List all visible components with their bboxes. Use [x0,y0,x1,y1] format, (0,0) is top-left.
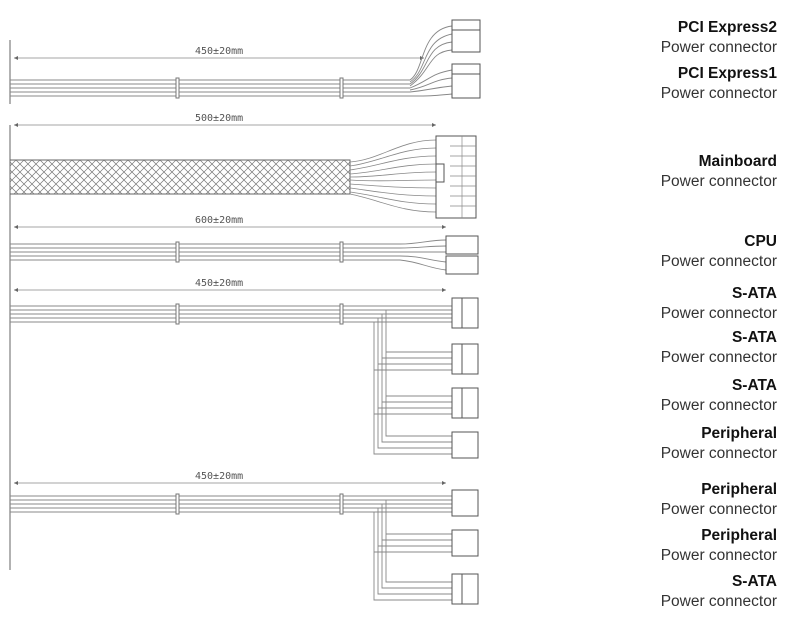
connector-subtitle: Power connector [660,501,777,518]
connector-title: PCI Express1 [677,65,777,82]
sata-connector [452,298,462,328]
cpu-connector [446,256,478,274]
connector-subtitle: Power connector [660,397,777,414]
connector-title: Peripheral [701,481,777,498]
sata-connector [462,298,478,328]
connector-subtitle: Power connector [660,445,777,462]
connector-label [661,424,777,464]
connector-label [661,376,777,416]
peripheral-connector [452,432,478,458]
mainboard-cable [10,113,476,218]
connector-label [661,232,777,272]
pci-express1-connector [452,64,480,74]
connector-label [661,526,777,566]
dimension-label: 500±20mm [195,113,244,124]
connector-label [661,64,777,104]
sata-cable-2 [10,471,478,604]
sata-connector [462,344,478,374]
connector-subtitle: Power connector [660,85,777,102]
connector-title: S-ATA [731,377,777,394]
sata-connector [452,344,462,374]
pci-express2-connector [452,30,480,52]
connector-title: S-ATA [731,285,777,302]
sata-connector [462,574,478,604]
connector-subtitle: Power connector [660,349,777,366]
connector-title: S-ATA [731,573,777,590]
connector-label [661,152,777,192]
connector-title: Peripheral [701,425,777,442]
connector-subtitle: Power connector [660,253,777,270]
sata-cable-1 [10,278,478,458]
dimension-label: 450±20mm [195,278,244,289]
connector-label [661,284,777,324]
peripheral-connector [452,530,478,556]
connector-subtitle: Power connector [660,39,777,56]
peripheral-connector [452,490,478,516]
connector-title: Mainboard [698,153,777,170]
pci-express2-connector [452,20,480,30]
connector-title: Peripheral [701,527,777,544]
dimension-label: 450±20mm [195,471,244,482]
connector-title: S-ATA [731,329,777,346]
connector-label [661,480,777,520]
sata-connector [452,574,462,604]
cpu-connector [446,236,478,254]
connector-label [661,572,777,612]
connector-labels [577,0,777,628]
connector-label [661,328,777,368]
connector-subtitle: Power connector [660,593,777,610]
connector-subtitle: Power connector [660,305,777,322]
pci-express1-connector [452,74,480,98]
connector-subtitle: Power connector [660,173,777,190]
connector-label [661,18,777,58]
cpu-cable [10,215,478,274]
connector-title: CPU [744,233,777,250]
sata-connector [462,388,478,418]
dimension-label: 450±20mm [195,46,244,57]
connector-subtitle: Power connector [660,547,777,564]
connector-title: PCI Express2 [677,19,777,36]
dimension-label: 600±20mm [195,215,244,226]
sata-connector [452,388,462,418]
braided-sleeve [10,160,350,194]
pci-express-cable [10,20,480,98]
